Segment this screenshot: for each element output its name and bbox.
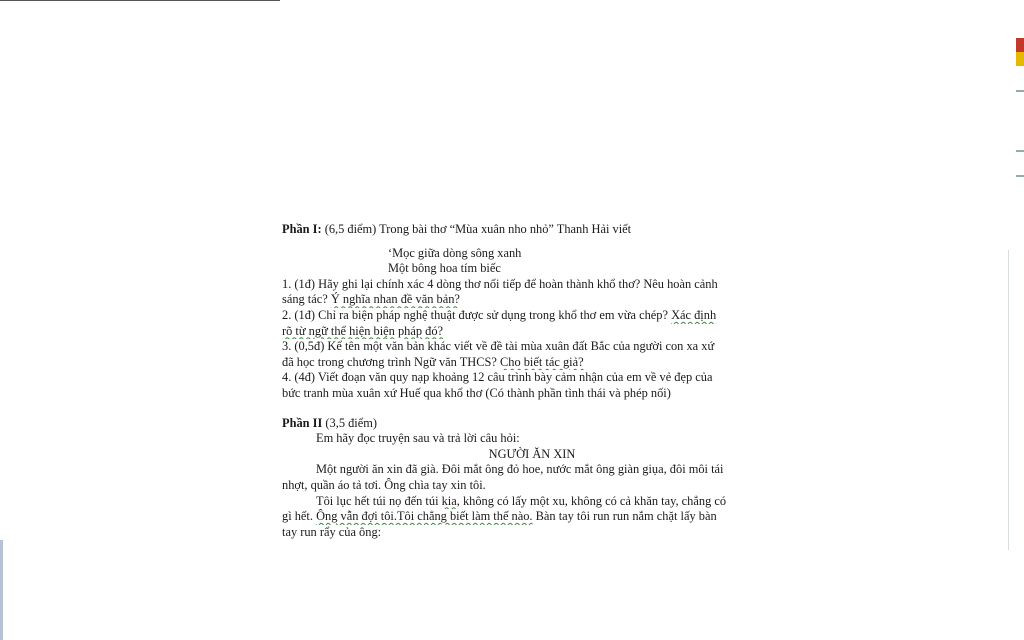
flag-icon xyxy=(1016,52,1024,66)
grammar-flag: Xác định xyxy=(671,307,717,322)
grammar-flag: rõ từ ngữ thể hiện biện pháp đó? xyxy=(282,323,444,338)
instruction-line: Em hãy đọc truyện sau và trả lời câu hỏi: xyxy=(316,431,520,446)
story-line xyxy=(282,494,782,510)
story-text: Bàn tay tôi run run nắm chặt lấy bàn xyxy=(532,509,717,524)
question-3-line: 3. (0,5đ) Kể tên một văn bản khác viết về đề tài mùa xuân đất Bắc của người con xa xứ xyxy=(282,339,715,354)
question-3-line xyxy=(282,355,782,371)
scroll-mark xyxy=(1016,150,1024,152)
poem-line: ‘Mọc giữa dòng sông xanh xyxy=(388,245,522,260)
top-border-line xyxy=(0,0,280,1)
question-1-text: sáng tác? xyxy=(282,292,331,307)
story-line: tay run rẩy của ông: xyxy=(282,524,382,539)
left-edge-bar xyxy=(0,540,3,640)
grammar-flag: Ý nghĩa nhan đề văn bản? xyxy=(330,292,460,307)
story-text: gì hết. xyxy=(282,509,317,524)
question-4-line: bức tranh mùa xuân xứ Huế qua khổ thơ (Có thành phần tình thái và phép nối) xyxy=(282,385,671,400)
document-page[interactable] xyxy=(282,222,782,540)
scroll-mark xyxy=(1016,175,1024,177)
grammar-flag: Ông vẫn đợi tôi.Tôi chẳng biết làm thế nào. xyxy=(316,509,533,524)
story-line: nhợt, quần áo tả tơi. Ông chìa tay xin tôi. xyxy=(282,477,486,492)
question-3-text: đã học trong chương trình Ngữ văn THCS? xyxy=(282,354,500,369)
question-1-line xyxy=(282,292,782,308)
question-1-line: 1. (1đ) Hãy ghi lại chính xác 4 dòng thơ nối tiếp để hoàn thành khổ thơ? Nêu hoàn cảnh xyxy=(282,276,718,291)
grammar-flag: kia xyxy=(441,493,457,508)
question-2-line xyxy=(282,308,782,324)
part2-intro: (3,5 điểm) xyxy=(322,415,378,430)
right-edge-strip xyxy=(1002,0,1024,640)
story-text: Tôi lục hết túi nọ đến túi xyxy=(316,493,442,508)
part2-heading: Phần II xyxy=(282,415,323,430)
story-line xyxy=(282,509,782,525)
scroll-mark xyxy=(1016,90,1024,92)
part1-heading: Phần I: xyxy=(282,222,322,236)
poem-line: Một bông hoa tím biếc xyxy=(388,261,501,276)
grammar-flag: Cho biết tác giả? xyxy=(499,354,584,369)
question-2-line xyxy=(282,324,782,340)
part1-intro: (6,5 điểm) Trong bài thơ “Mùa xuân nho nhỏ” Thanh Hải viết xyxy=(321,222,632,236)
flag-icon xyxy=(1016,38,1024,52)
story-title: NGƯỜI ĂN XIN xyxy=(488,446,576,461)
story-text: , không có lấy một xu, không có cả khăn tay, chẳng có xyxy=(456,493,727,508)
part1-heading-line xyxy=(282,222,782,238)
question-4-line: 4. (4đ) Viết đoạn văn quy nạp khoảng 12 câu trình bày cảm nhận của em về vẻ đẹp của xyxy=(282,370,713,385)
story-line: Một người ăn xin đã già. Đôi mắt ông đỏ hoe, nước mắt ông giàn giụa, đôi môi tái xyxy=(316,462,724,477)
question-2-text: 2. (1đ) Chỉ ra biện pháp nghệ thuật được sử dụng trong khổ thơ em vừa chép? xyxy=(282,307,672,322)
part2-heading-line xyxy=(282,416,782,432)
